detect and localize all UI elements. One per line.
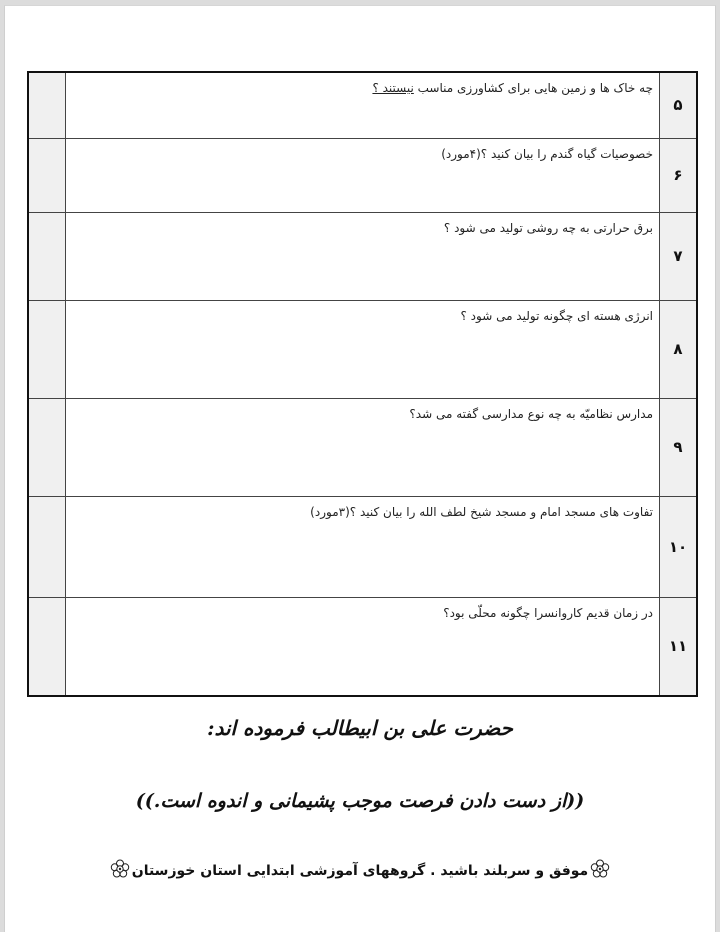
- quote-attribution: حضرت علی بن ابیطالب فرموده اند:: [207, 716, 513, 740]
- score-cell: [28, 398, 66, 496]
- score-cell: [28, 72, 66, 138]
- score-cell: [28, 212, 66, 300]
- question-row: [28, 496, 697, 597]
- quote-text: ((از دست دادن فرصت موجب پشیمانی و اندوه است.)): [135, 790, 585, 812]
- question-number: ۱۱: [660, 597, 698, 696]
- footer-text: موفق و سربلند باشید . گروههای آموزشی ابتدایی استان خوزستان: [131, 863, 589, 879]
- question-row: [28, 72, 697, 138]
- question-text: برق حرارتی به چه روشی تولید می شود ؟: [66, 212, 660, 300]
- question-text-underlined: نیستند ؟: [372, 81, 414, 95]
- question-text: مدارس نظامیّه به چه نوع مدارسی گفته می شد؟: [66, 398, 660, 496]
- flower-icon: [590, 859, 610, 879]
- score-cell: [28, 496, 66, 597]
- score-cell: [28, 300, 66, 398]
- question-row: [28, 300, 697, 398]
- question-text: خصوصیات گیاه گندم را بیان کنید ؟(۴مورد): [66, 138, 660, 212]
- question-row: [28, 212, 697, 300]
- question-row: [28, 138, 697, 212]
- question-number: ۱۰: [660, 496, 698, 597]
- question-number: ۶: [660, 138, 698, 212]
- score-cell: [28, 138, 66, 212]
- question-text: در زمان قدیم کاروانسرا چگونه محلّی بود؟: [66, 597, 660, 696]
- score-cell: [28, 597, 66, 696]
- document-page: [4, 5, 716, 932]
- question-text: [66, 72, 660, 138]
- question-number: ۷: [660, 212, 698, 300]
- flower-icon: [110, 859, 130, 879]
- question-number: ۵: [660, 72, 698, 138]
- question-row: [28, 398, 697, 496]
- question-number: ۹: [660, 398, 698, 496]
- question-row: [28, 597, 697, 696]
- footer-message: [5, 859, 715, 879]
- question-text: تفاوت های مسجد امام و مسجد شیخ لطف الله را بیان کنید ؟(۳مورد): [66, 496, 660, 597]
- question-text: انرژی هسته ای چگونه تولید می شود ؟: [66, 300, 660, 398]
- questions-table: [27, 71, 698, 697]
- question-text-main: چه خاک ها و زمین هایی برای کشاورزی مناسب: [413, 81, 653, 95]
- question-number: ۸: [660, 300, 698, 398]
